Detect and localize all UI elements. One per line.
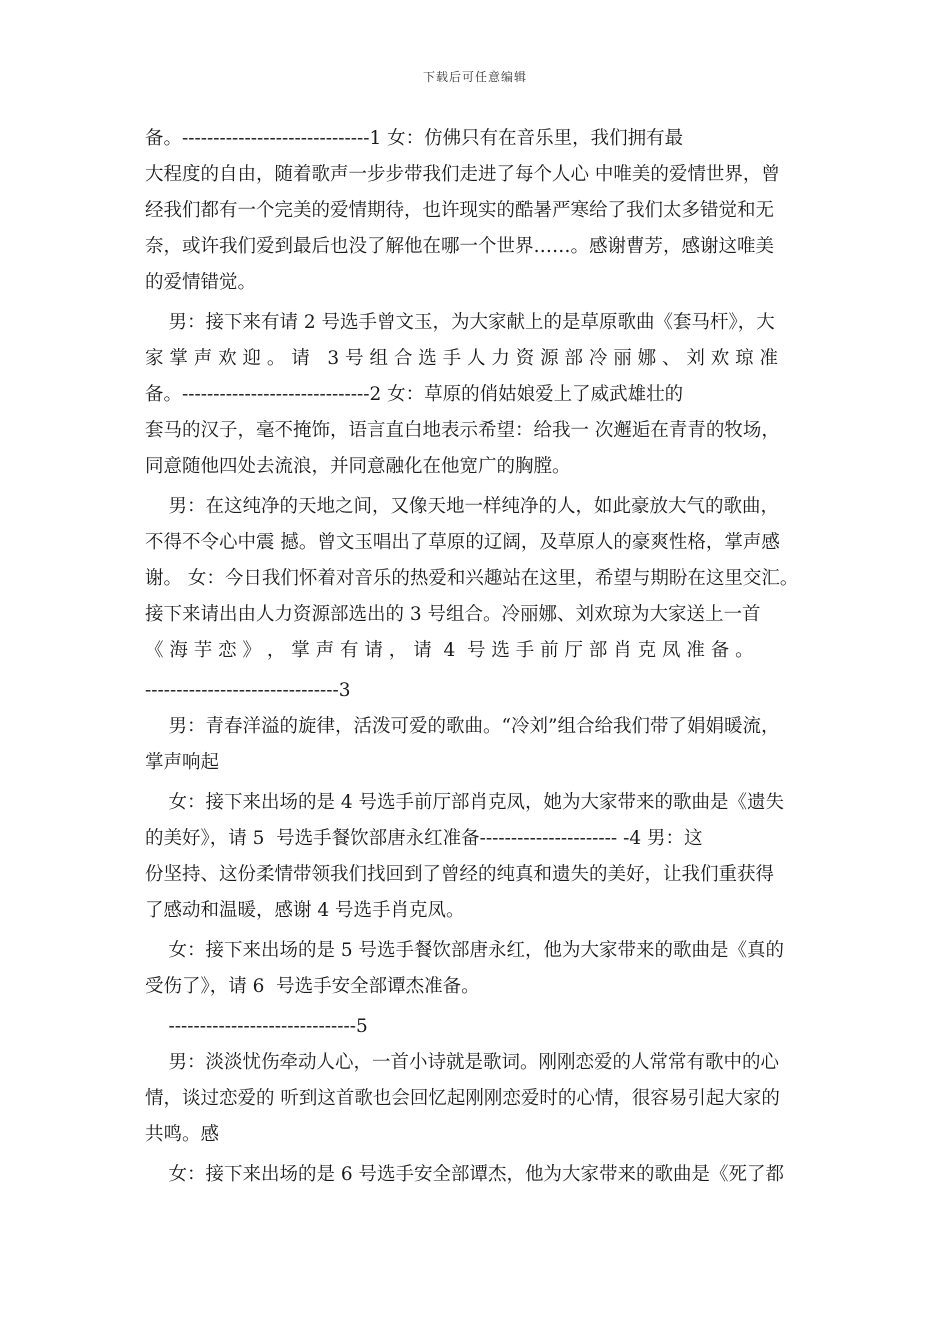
text-line: 男：在这纯净的天地之间，又像天地一样纯净的人，如此豪放大气的歌曲，	[145, 496, 780, 517]
text-line: ------------------------------5	[145, 1016, 368, 1037]
text-line: 男：淡淡忧伤牵动人心，一首小诗就是歌词。刚刚恋爱的人常常有歌中的心	[145, 1052, 780, 1073]
text-line: 的爱情错觉。	[145, 272, 257, 293]
text-line: 《 海 芋 恋 》 ， 掌 声 有 请 ， 请 4 号 选 手 前 厅 部 肖 克 凤 准 备 。	[145, 640, 754, 661]
text-line: 同意随他四处去流浪，并同意融化在他宽广的胸膛。	[145, 456, 571, 477]
text-line: 不得不令心中震 撼。曾文玉唱出了草原的辽阔，及草原人的豪爽性格，掌声感	[145, 532, 780, 553]
text-line: 女：接下来出场的是 6 号选手安全部谭杰，他为大家带来的歌曲是《死了都	[145, 1164, 785, 1185]
text-line: 谢。 女：今日我们怀着对音乐的热爱和兴趣站在这里，希望与期盼在这里交汇。	[145, 568, 799, 589]
text-line: 份坚持、这份柔情带领我们找回到了曾经的纯真和遗失的美好，让我们重获得	[145, 864, 775, 885]
text-line: 情，谈过恋爱的 听到这首歌也会回忆起刚刚恋爱时的心情，很容易引起大家的	[145, 1088, 780, 1109]
text-line: 男：青春洋溢的旋律，活泼可爱的歌曲。“冷刘”组合给我们带了娟娟暖流，	[145, 716, 780, 737]
page-header: 下载后可任意编辑	[422, 70, 527, 84]
text-line: 共鸣。感	[145, 1124, 220, 1145]
text-line: 套马的汉子，毫不掩饰，语言直白地表示希望：给我一 次邂逅在青青的牧场，	[145, 420, 780, 441]
text-line: 接下来请出由人力资源部选出的 3 号组合。冷丽娜、刘欢琼为大家送上一首	[145, 604, 761, 625]
text-line: 经我们都有一个完美的爱情期待，也许现实的酷暑严寒给了我们太多错觉和无	[145, 200, 775, 221]
text-line: 大程度的自由，随着歌声一步步带我们走进了每个人心 中唯美的爱情世界，曾	[145, 164, 780, 185]
text-line: 受伤了》，请 6 号选手安全部谭杰准备。	[145, 976, 480, 997]
text-line: 女：接下来出场的是 5 号选手餐饮部唐永红，他为大家带来的歌曲是《真的	[145, 940, 785, 961]
text-line: 家 掌 声 欢 迎 。 请 3 号 组 合 选 手 人 力 资 源 部 冷 丽 娜 、 刘 欢 琼 准	[145, 348, 779, 369]
text-line: 女：接下来出场的是 4 号选手前厅部肖克凤，她为大家带来的歌曲是《遗失	[145, 792, 785, 813]
text-line: -------------------------------3	[145, 680, 351, 701]
text-line: 备。------------------------------2 女：草原的俏姑娘爱上了威武雄壮的	[145, 384, 684, 405]
text-line: 的美好》，请 5 号选手餐饮部唐永红准备---------------------- -4 男：这	[145, 828, 703, 849]
text-line: 男：接下来有请 2 号选手曾文玉，为大家献上的是草原歌曲《套马杆》，大	[145, 312, 775, 333]
text-line: 备。------------------------------1 女：仿佛只有在音乐里，我们拥有最	[145, 128, 684, 149]
text-line: 奈，或许我们爱到最后也没了解他在哪一个世界……。感谢曹芳，感谢这唯美	[145, 236, 775, 257]
text-line: 了感动和温暖，感谢 4 号选手肖克凤。	[145, 900, 465, 921]
text-line: 掌声响起	[145, 752, 220, 773]
